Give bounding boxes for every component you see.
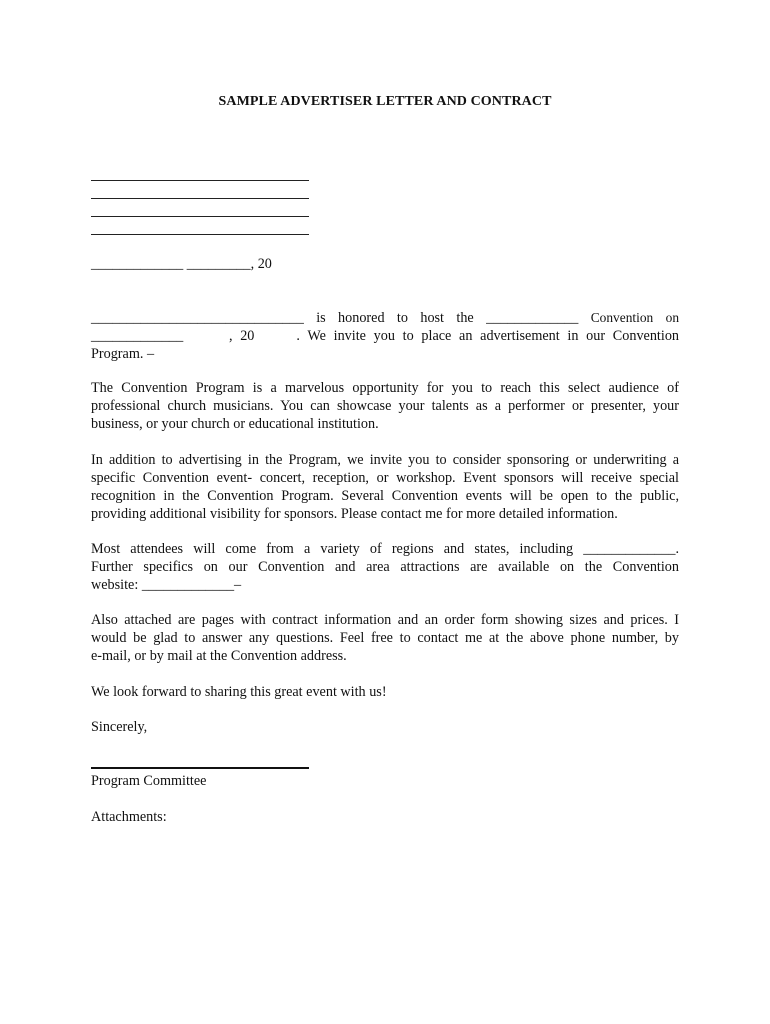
- signature-line: [91, 767, 309, 769]
- intro-paragraph: [91, 309, 679, 363]
- attachments-label: Attachments:: [91, 809, 167, 825]
- date-year: , 20: [250, 256, 272, 272]
- date-blank-month: _____________: [91, 256, 184, 272]
- paragraph-attendees: [91, 540, 679, 594]
- paragraph-line: Most attendees will come from a variety of regions and states, including _____________.: [91, 541, 679, 557]
- paragraph-line: specific Convention event- concert, reception, or workshop. Event sponsors will receive special: [91, 470, 679, 486]
- intro-text-honored: is honored to host the: [316, 310, 474, 326]
- intro-dot: .: [296, 328, 300, 344]
- paragraph-attachments-info: [91, 611, 679, 665]
- paragraph-line: website: _____________–: [91, 577, 242, 593]
- paragraph-line: Further specifics on our Convention and area attractions are available on the Convention: [91, 559, 679, 575]
- paragraph-line: The Convention Program is a marvelous opportunity for you to reach this select audience of: [91, 380, 679, 396]
- closing-sincerely: Sincerely,: [91, 719, 148, 735]
- date-line: [91, 255, 679, 273]
- paragraph-line: providing additional visibility for sponsors. Please contact me for more detailed information.: [91, 506, 618, 522]
- paragraph-line: In addition to advertising in the Program, we invite you to consider sponsoring or underwriting a: [91, 452, 679, 468]
- paragraph-line: professional church musicians. You can showcase your talents as a performer or presenter, your: [91, 398, 679, 414]
- paragraph-line: Also attached are pages with contract information and an order form showing sizes and prices. I: [91, 612, 679, 628]
- document-title: SAMPLE ADVERTISER LETTER AND CONTRACT: [218, 94, 552, 109]
- paragraph-line: e-mail, or by mail at the Convention address.: [91, 648, 347, 664]
- paragraph-line: recognition in the Convention Program. Several Convention events will be open to the public,: [91, 488, 679, 504]
- host-blank: ______________________________: [91, 310, 304, 326]
- intro-word-convention: Convention: [590, 310, 654, 325]
- address-line-3: [91, 216, 309, 217]
- intro-invite-text: We invite you to place an advertisement in our Convention: [307, 328, 680, 344]
- paragraph-program-opportunity: [91, 379, 679, 433]
- address-line-1: [91, 180, 309, 181]
- intro-line-3: Program. –: [91, 346, 155, 362]
- paragraph-line: business, or your church or educational institution.: [91, 416, 379, 432]
- intro-line-2: [91, 327, 679, 345]
- paragraph-line: would be glad to answer any questions. Feel free to contact me at the above phone number, by: [91, 630, 679, 646]
- intro-year: , 20: [228, 328, 255, 344]
- address-line-2: [91, 198, 309, 199]
- date-blank-day: _________: [186, 256, 251, 272]
- intro-word-on: on: [665, 310, 680, 325]
- convention-date-blank: _____________: [91, 328, 184, 344]
- signatory-program-committee: Program Committee: [91, 773, 207, 789]
- intro-line-1: [91, 309, 679, 327]
- address-line-4: [91, 234, 309, 235]
- convention-blank: _____________: [486, 310, 579, 326]
- closing-look-forward: We look forward to sharing this great event with us!: [91, 684, 387, 700]
- paragraph-sponsorship: [91, 451, 679, 523]
